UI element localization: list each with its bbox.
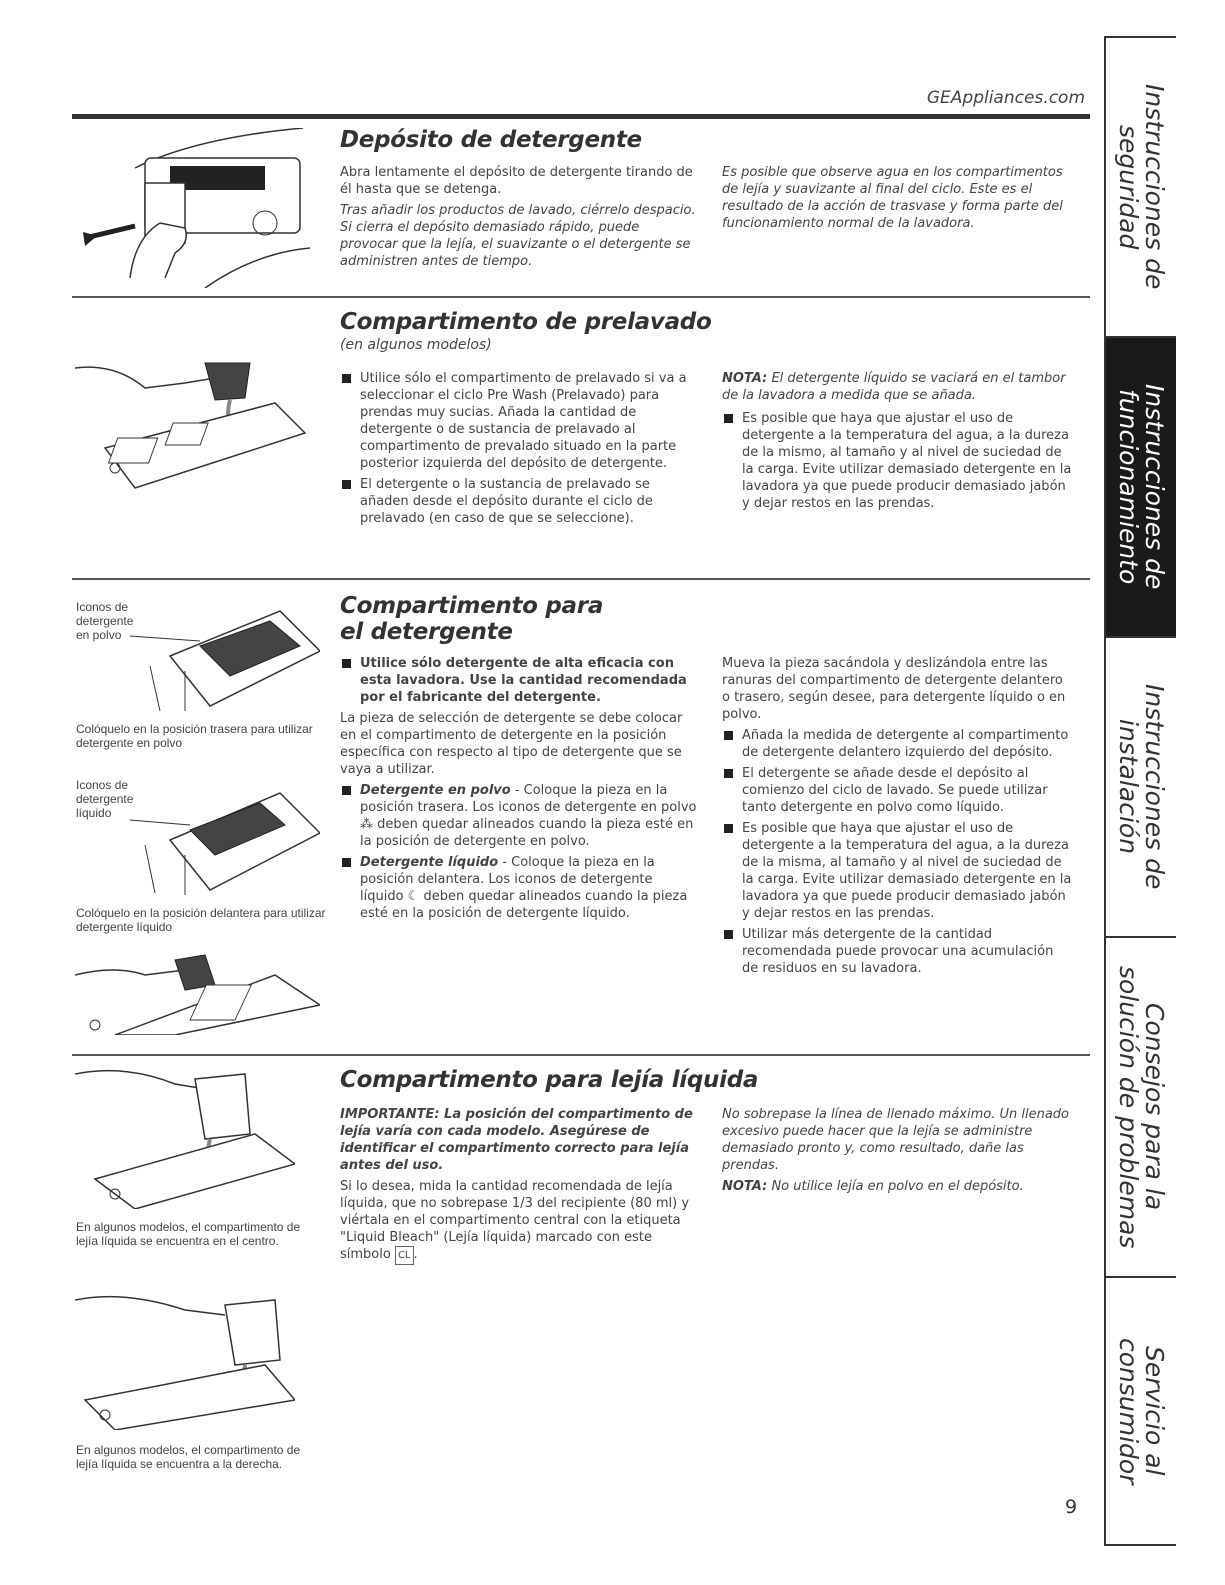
detergente-bold-bullet: Utilice sólo detergente de alta eficacia con esta lavadora. Use la cantidad recomendada por el fabricante del detergente.	[340, 655, 700, 706]
detergente-right-paragraph: Mueva la pieza sacándola y deslizándola entre las ranuras del compartimento de detergente delantero o trasero, según desee, para detergente líquido o en polvo.	[722, 656, 1066, 722]
nota-text: El detergente líquido se vaciará en el tambor de la lavadora a medida que se añada.	[722, 371, 1066, 403]
side-navigation-tabs	[1104, 36, 1176, 1546]
detergente-right-bullet: Es posible que haya que ajustar el uso de detergente a la temperatura del agua, a la dureza de la misma, al tamaño y al nivel de suciedad de la carga. Evite utilizar demasiado detergente en la lavadora ya que puede producir demasiado jabón y dejar restos en las prendas.	[722, 820, 1072, 922]
nota-label: NOTA:	[722, 371, 768, 386]
lejia-important: IMPORTANTE: La posición del compartimento de lejía varía con cada modelo. Asegúrese de identificar el compartimento correcto para lejía antes del uso.	[340, 1107, 693, 1173]
lejia-left-text	[340, 1106, 700, 1269]
liquid-icon: ☾	[407, 889, 420, 904]
prelavado-bullet: El detergente o la sustancia de prelavado se añaden desde el depósito durante el ciclo de prelavado (en caso de que se seleccione).	[340, 476, 700, 527]
tab-problemas[interactable]	[1106, 938, 1176, 1278]
prelavado-subtitle: (en algunos modelos)	[340, 337, 492, 353]
prewash-pouring-illustration	[75, 308, 310, 508]
title-line-2: el detergente	[340, 618, 513, 645]
detergente-right-bullet: Utilizar más detergente de la cantidad recomendada puede provocar una acumulación de residuos en su lavadora.	[722, 926, 1072, 977]
liquido-label: Detergente líquido	[360, 855, 499, 870]
detergente-polvo-bullet	[340, 782, 700, 850]
polvo-text-b: deben quedar alineados cuando la pieza esté en la posición de detergente en polvo.	[360, 817, 694, 849]
tab-label: Instrucciones de instalación	[1114, 684, 1169, 890]
icon-label-powder: Iconos de detergente en polvo	[76, 600, 134, 642]
caption-bleach-right: En algunos modelos, el compartimento de lejía líquida se encuentra a la derecha.	[76, 1443, 301, 1471]
tab-label: Consejos para la solución de problemas	[1114, 965, 1169, 1249]
section-title-lejia: Compartimento para lejía líquida	[340, 1067, 759, 1093]
caption-powder: Colóquelo en la posición trasera para utilizar detergente en polvo	[76, 722, 313, 750]
tab-label: Instrucciones de funcionamiento	[1114, 384, 1169, 590]
lejia-right-text	[722, 1106, 1072, 1199]
caption-bleach-center: En algunos modelos, el compartimento de lejía líquida se encuentra en el centro.	[76, 1220, 301, 1248]
page-number: 9	[1065, 1496, 1078, 1518]
detergente-right-bullet: El detergente se añade desde el depósito al comienzo del ciclo de lavado. Se puede utilizar tanto detergente en polvo como líquido.	[722, 765, 1072, 816]
prelavado-right-list	[722, 410, 1072, 516]
tab-funcionamiento[interactable]	[1106, 338, 1176, 638]
prelavado-nota	[722, 370, 1072, 404]
detergente-left-text	[340, 655, 700, 926]
section-divider	[72, 1054, 1090, 1056]
deposito-left-text	[340, 164, 700, 274]
polvo-text-a: - Coloque la pieza en la posición trasera. Los iconos de detergente en polvo	[360, 783, 697, 815]
title-line-1: Compartimento para	[340, 593, 604, 619]
polvo-label: Detergente en polvo	[360, 783, 511, 798]
lejia-paragraph: Si lo desea, mida la cantidad recomendada de lejía líquida, que no sobrepase 1/3 del recipiente (80 ml) y viértala en el compartimento central con la etiqueta "Liquid Bleach" (Lejía líquida) marcado con este símbolo CL .	[340, 1178, 700, 1265]
tab-instalacion[interactable]	[1106, 638, 1176, 938]
detergente-right-text	[722, 655, 1072, 981]
liquido-text-b: deben quedar alineados cuando la pieza esté en la posición de detergente líquido.	[360, 889, 688, 921]
lejia-paragraph-text: Si lo desea, mida la cantidad recomendada de lejía líquida, que no sobrepase 1/3 del recipiente (80 ml) y viértala en el compartimento central con la etiqueta "Liquid Bleach" (Lejía líquida) marcado con este símbolo	[340, 1179, 690, 1262]
section-title-detergente	[340, 594, 603, 646]
tab-seguridad[interactable]	[1106, 38, 1176, 338]
nota-text: No utilice lejía en polvo en el depósito.	[771, 1179, 1024, 1194]
section-title-prelavado: Compartimento de prelavado	[340, 309, 712, 335]
liquid-position-illustration	[130, 775, 320, 900]
icon-label-liquid: Iconos de detergente líquido	[76, 778, 134, 820]
section-divider	[72, 296, 1090, 298]
nota-label: NOTA:	[722, 1179, 768, 1194]
dispenser-drawer-illustration	[75, 128, 310, 288]
bleach-center-illustration	[75, 1064, 295, 1209]
prelavado-left-text	[340, 370, 700, 531]
section-title-deposito: Depósito de detergente	[340, 127, 642, 153]
bleach-symbol-icon: CL	[395, 1246, 414, 1265]
prelavado-right-bullet: Es posible que haya que ajustar el uso de detergente a la temperatura del agua, a la dureza de la mismo, al tamaño y al nivel de suciedad de la carga. Evite utilizar demasiado detergente en la lavadora ya que puede producir demasiado jabón y dejar restos en las prendas.	[722, 410, 1072, 512]
site-url: GEAppliances.com	[926, 88, 1085, 108]
detergente-liquido-bullet	[340, 854, 700, 922]
caption-liquid: Colóquelo en la posición delantera para utilizar detergente líquido	[76, 906, 326, 934]
tab-label: Instrucciones de seguridad	[1114, 84, 1169, 290]
tab-consumidor[interactable]	[1106, 1278, 1176, 1544]
detergente-paragraph: La pieza de selección de detergente se debe colocar en el compartimento de detergente en la posición específica con respecto al tipo de detergente que se vaya a utilizar.	[340, 711, 683, 777]
powder-position-illustration	[130, 596, 320, 716]
header-rule	[72, 114, 1090, 119]
detergente-right-bullet: Añada la medida de detergente al compartimento de detergente delantero izquierdo del depósito.	[722, 727, 1072, 761]
prelavado-bullet: Utilice sólo el compartimento de prelavado si va a seleccionar el ciclo Pre Wash (Prelavado) para prendas muy sucias. Añada la cantidad de detergente o de sustancia de prelavado al compartimento de prevalado situado en la parte posterior izquierda del depósito de detergente.	[340, 370, 700, 472]
section-divider	[72, 578, 1090, 580]
liquido-text-a: - Coloque la pieza en la posición delantera. Los iconos de detergente líquido	[360, 855, 655, 904]
tab-label: Servicio al consumidor	[1114, 1337, 1169, 1485]
deposito-paragraph-1: Abra lentamente el depósito de detergente tirando de él hasta que se detenga.	[340, 165, 693, 197]
selector-piece-illustration	[75, 945, 320, 1035]
powder-icon: ⁂	[360, 817, 373, 832]
deposito-right-text: Es posible que observe agua en los compartimentos de lejía y suavizante al final del ciclo. Este es el resultado de la acción de trasvase y forma parte del funcionamiento normal de la lavadora.	[722, 165, 1063, 231]
lejia-right-paragraph: No sobrepase la línea de llenado máximo. Un llenado excesivo puede hacer que la lejía se administre demasiado pronto y, como resultado, dañe las prendas.	[722, 1107, 1070, 1173]
bleach-right-illustration	[75, 1290, 295, 1430]
deposito-paragraph-2: Tras añadir los productos de lavado, ciérrelo despacio. Si cierra el depósito demasiado rápido, puede provocar que la lejía, el suavizante o el detergente se administren antes de tiempo.	[340, 203, 696, 269]
